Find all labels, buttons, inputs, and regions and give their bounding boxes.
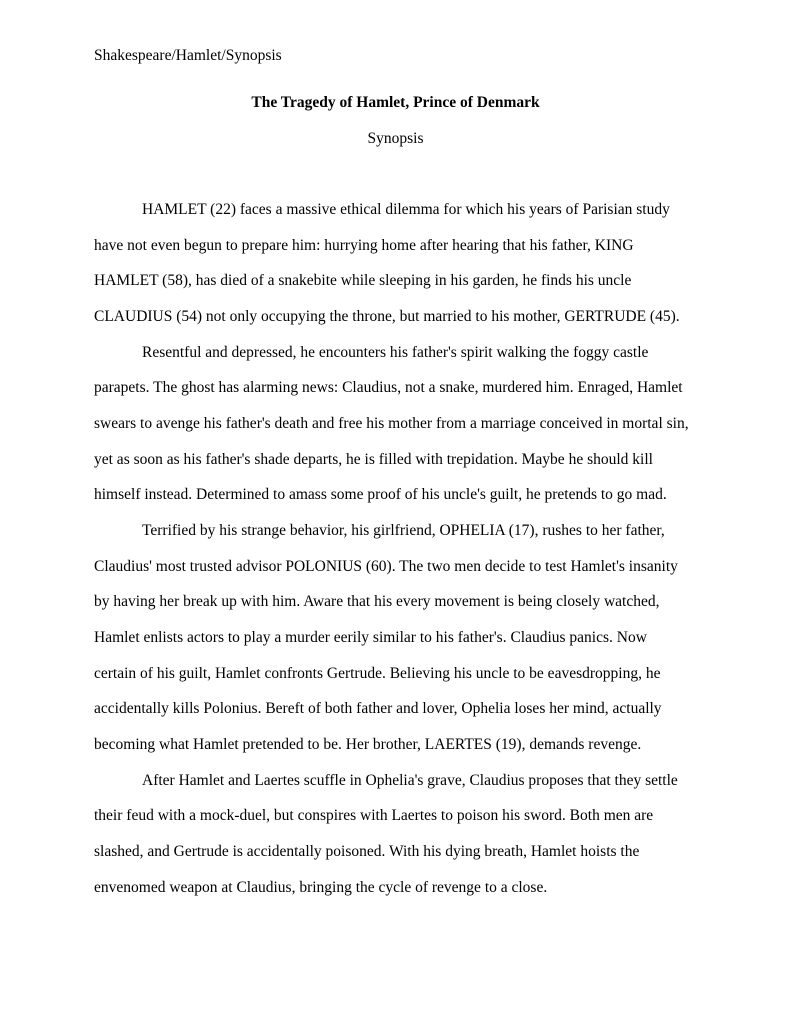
body-line: Resentful and depressed, he encounters his father's spirit walking the foggy castle <box>142 344 649 361</box>
body-line: HAMLET (22) faces a massive ethical dilemma for which his years of Parisian study <box>142 201 670 218</box>
document-subtitle: Synopsis <box>367 130 424 147</box>
body-line: swears to avenge his father's death and free his mother from a marriage conceived in mortal sin, <box>94 415 689 432</box>
body-line: Claudius' most trusted advisor POLONIUS (60). The two men decide to test Hamlet's insanity <box>94 558 678 575</box>
body-line: After Hamlet and Laertes scuffle in Ophelia's grave, Claudius proposes that they settle <box>142 772 678 789</box>
body-line: himself instead. Determined to amass some proof of his uncle's guilt, he pretends to go mad. <box>94 486 667 503</box>
body-line: envenomed weapon at Claudius, bringing the cycle of revenge to a close. <box>94 879 548 896</box>
body-line: yet as soon as his father's shade departs, he is filled with trepidation. Maybe he should kill <box>94 451 653 468</box>
body-line: accidentally kills Polonius. Bereft of both father and lover, Ophelia loses her mind, actually <box>94 700 662 717</box>
document-title: The Tragedy of Hamlet, Prince of Denmark <box>251 94 540 111</box>
body-line: parapets. The ghost has alarming news: Claudius, not a snake, murdered him. Enraged, Hamlet <box>94 379 683 396</box>
body-line: HAMLET (58), has died of a snakebite while sleeping in his garden, he finds his uncle <box>94 272 632 289</box>
body-line: slashed, and Gertrude is accidentally poisoned. With his dying breath, Hamlet hoists the <box>94 843 640 860</box>
body-line: have not even begun to prepare him: hurrying home after hearing that his father, KING <box>94 237 634 254</box>
running-header: Shakespeare/Hamlet/Synopsis <box>94 47 282 64</box>
body-line: by having her break up with him. Aware that his every movement is being closely watched, <box>94 593 660 610</box>
body-line: certain of his guilt, Hamlet confronts Gertrude. Believing his uncle to be eavesdropping, he <box>94 665 661 682</box>
body-line: Hamlet enlists actors to play a murder eerily similar to his father's. Claudius panics. Now <box>94 629 647 646</box>
body-line: becoming what Hamlet pretended to be. Her brother, LAERTES (19), demands revenge. <box>94 736 642 753</box>
body-line: Terrified by his strange behavior, his girlfriend, OPHELIA (17), rushes to her father, <box>142 522 665 539</box>
body-line: their feud with a mock-duel, but conspires with Laertes to poison his sword. Both men are <box>94 807 654 824</box>
body-line: CLAUDIUS (54) not only occupying the throne, but married to his mother, GERTRUDE (45). <box>94 308 680 325</box>
